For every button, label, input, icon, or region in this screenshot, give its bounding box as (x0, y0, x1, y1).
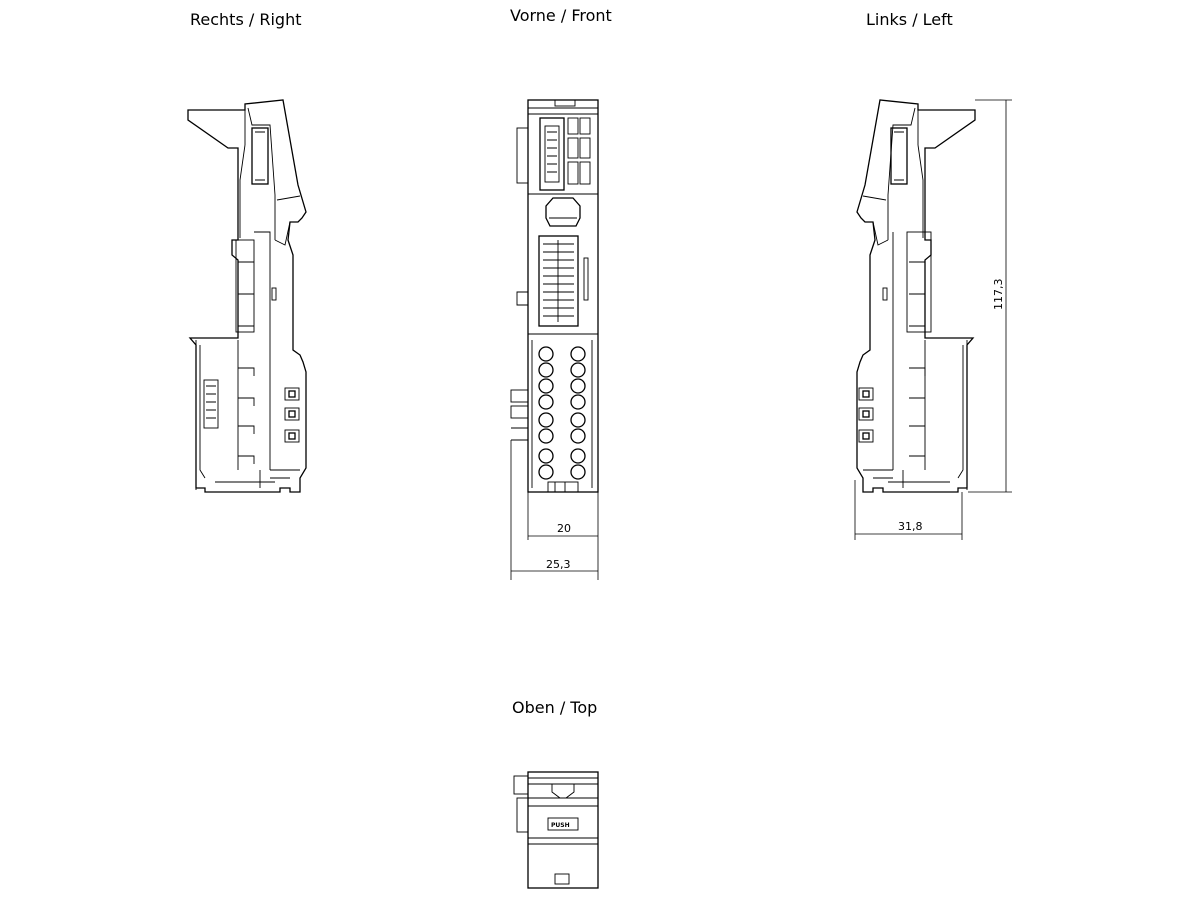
right-view-label: Rechts / Right (190, 10, 302, 29)
right-side-view (188, 100, 306, 492)
left-dimensions (855, 100, 1012, 540)
dim-front-outer-width: 25,3 (546, 558, 571, 571)
left-side-view (855, 100, 1012, 540)
push-marking: PUSH (551, 822, 570, 829)
dim-left-height: 117,3 (992, 278, 1005, 310)
dim-front-inner-width: 20 (557, 522, 571, 535)
top-view-label: Oben / Top (512, 698, 598, 717)
dim-left-depth: 31,8 (898, 520, 923, 533)
terminal-points (539, 347, 585, 479)
front-view (511, 100, 598, 580)
top-view (514, 772, 598, 888)
left-view-label: Links / Left (866, 10, 953, 29)
front-dimensions (511, 440, 598, 580)
front-view-label: Vorne / Front (510, 6, 612, 25)
